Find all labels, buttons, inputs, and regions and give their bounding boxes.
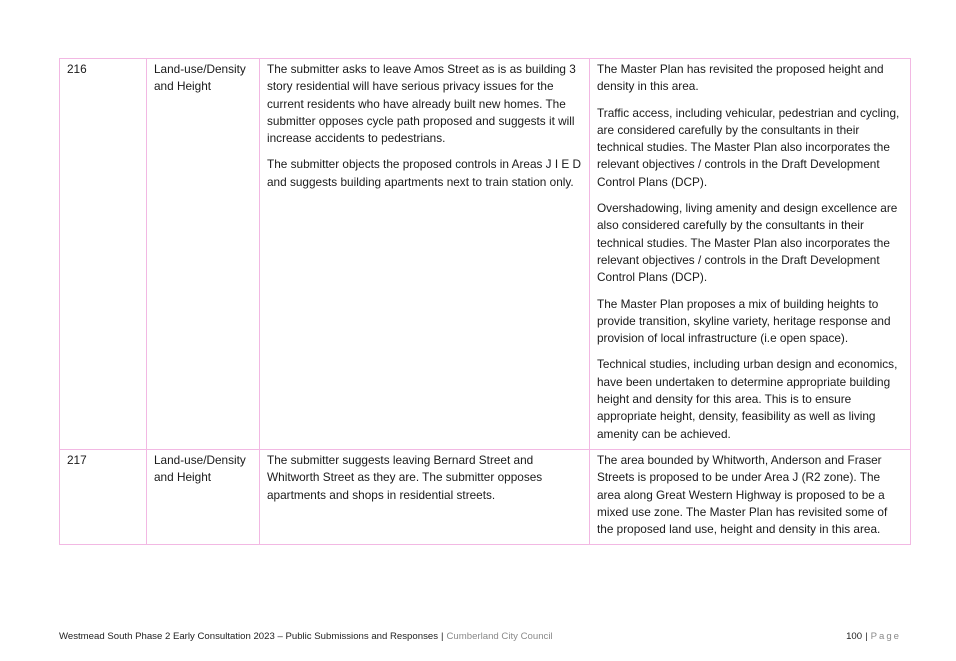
page-number: 100	[846, 631, 863, 642]
response-paragraph: Traffic access, including vehicular, pedestrian and cycling, are considered carefully by the consultants in their technical studies. The Master Plan also incorporates the relevant objectives / controls in the Draft Development Control Plans (DCP).	[597, 105, 900, 189]
submission-paragraph: The submitter asks to leave Amos Street as is as building 3 story residential will have serious privacy issues for the current residents who have already built new homes. The submitter opposes cycle path proposed and suggests it will increase accidents to pedestrians.	[267, 62, 576, 146]
page-footer	[59, 631, 901, 642]
footer-separator: |	[441, 631, 444, 642]
response-cell	[590, 59, 911, 450]
submissions-table	[59, 58, 911, 545]
organisation-name: Cumberland City Council	[446, 631, 553, 642]
page-separator: |	[865, 631, 868, 642]
table-row	[60, 59, 911, 450]
response-paragraph: The Master Plan proposes a mix of building heights to provide transition, skyline variety, heritage response and provision of local infrastructure (i.e open space).	[597, 296, 891, 346]
response-paragraph: Technical studies, including urban design and economics, have been undertaken to determine appropriate building height and density for this area. This is to ensure appropriate height, density, feasibility as well as living amenity can be achieved.	[597, 357, 898, 441]
submission-id-cell: 216	[60, 59, 147, 450]
response-paragraph: The area bounded by Whitworth, Anderson and Fraser Streets is proposed to be under Area J (R2 zone). The area along Great Western Highway is proposed to be a mixed use zone. The Master Plan has revisited some of the proposed land use, height and density in this area.	[597, 452, 888, 537]
response-paragraph: The Master Plan has revisited the proposed height and density in this area.	[597, 62, 884, 94]
document-title: Westmead South Phase 2 Early Consultation 2023 – Public Submissions and Responses	[59, 631, 438, 642]
submission-summary-cell	[260, 449, 590, 544]
response-cell	[590, 449, 911, 544]
submission-paragraph: The submitter suggests leaving Bernard Street and Whitworth Street as they are. The submitter opposes apartments and shops in residential streets.	[267, 452, 543, 502]
footer-left	[59, 631, 553, 642]
table-row	[60, 449, 911, 544]
category-cell: Land-use/Density and Height	[147, 449, 260, 544]
submission-paragraph: The submitter objects the proposed controls in Areas J I E D and suggests building apartments next to train station only.	[267, 157, 582, 189]
response-paragraph: Overshadowing, living amenity and design excellence are also considered carefully by the consultants in their technical studies. The Master Plan also incorporates the relevant objectives / controls in the Draft Development Control Plans (DCP).	[597, 201, 898, 285]
page-label: Page	[870, 631, 901, 642]
submission-summary-cell	[260, 59, 590, 450]
category-cell: Land-use/Density and Height	[147, 59, 260, 450]
footer-right	[846, 631, 901, 642]
submission-id-cell: 217	[60, 449, 147, 544]
